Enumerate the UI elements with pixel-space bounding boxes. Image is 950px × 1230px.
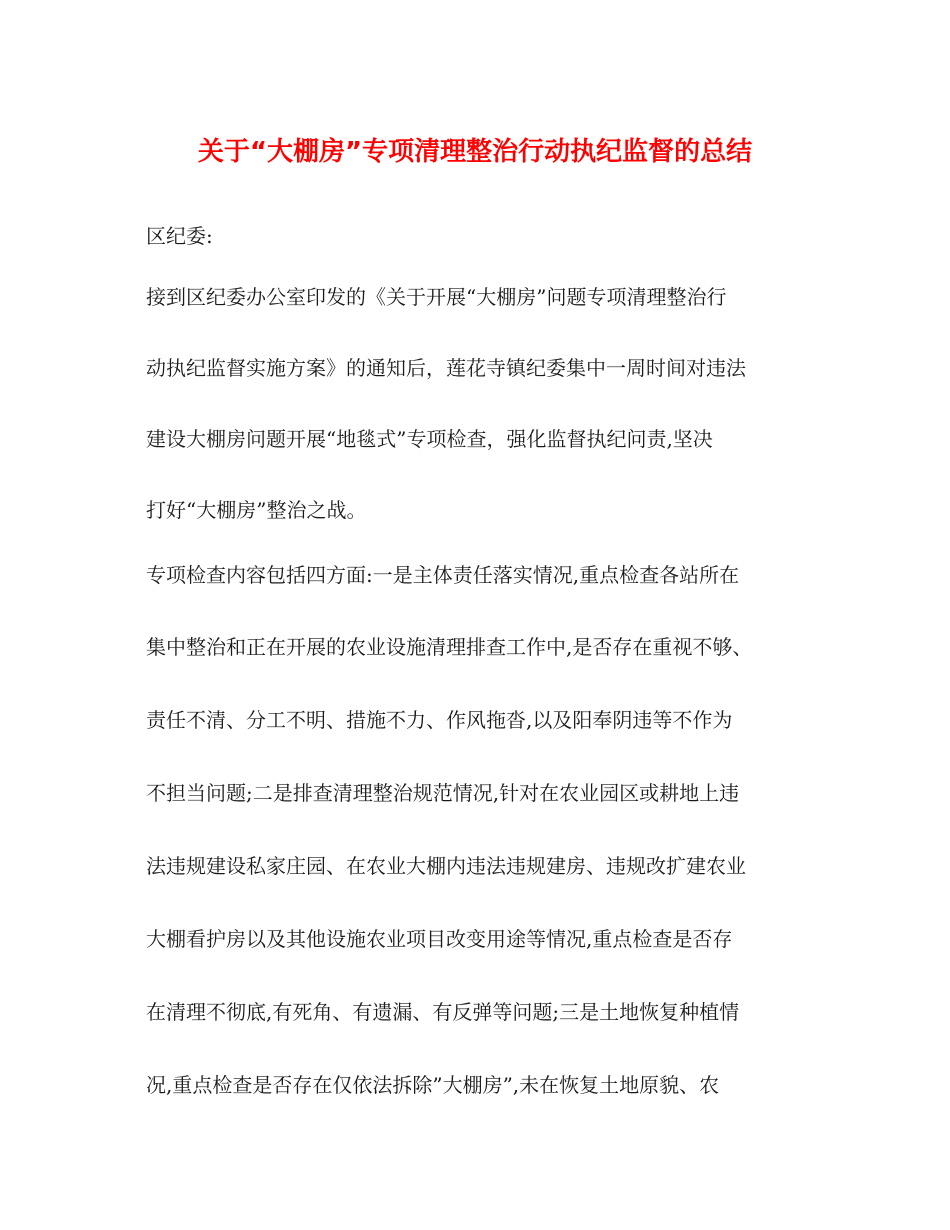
paragraph-1-line-4: 打好“大棚房”整治之战。 (146, 498, 367, 522)
paragraph-2-line-3: 责任不清、分工不明、措施不力、作风拖沓,以及阳奉阴违等不作为 (146, 708, 733, 732)
paragraph-2-line-1: 专项检查内容包括四方面:一是主体责任落实情况,重点检查各站所在 (146, 563, 740, 587)
paragraph-1-line-1: 接到区纪委办公室印发的《关于开展“大棚房”问题专项清理整治行 (146, 285, 727, 309)
paragraph-2-line-5: 法违规建设私家庄园、在农业大棚内违法违规建房、违规改扩建农业 (146, 854, 746, 878)
salutation: 区纪委: (146, 224, 213, 248)
paragraph-1-line-3: 建设大棚房问题开展“地毯式”专项检查，强化监督执纪问责,坚决 (146, 427, 713, 451)
paragraph-2-line-7: 在清理不彻底,有死角、有遗漏、有反弹等问题;三是土地恢复种植情 (146, 1000, 740, 1024)
paragraph-2-line-8: 况,重点检查是否存在仅依法拆除”大棚房”,未在恢复土地原貌、农 (146, 1073, 720, 1097)
paragraph-2-line-6: 大棚看护房以及其他设施农业项目改变用途等情况,重点检查是否存 (146, 927, 733, 951)
document-title: 关于“大棚房”专项清理整治行动执纪监督的总结 (197, 137, 753, 167)
paragraph-1-line-2: 动执纪监督实施方案》的通知后，莲花寺镇纪委集中一周时间对违法 (146, 356, 746, 380)
paragraph-2-line-2: 集中整治和正在开展的农业设施清理排查工作中,是否存在重视不够、 (146, 635, 753, 659)
paragraph-2-line-4: 不担当问题;二是排查清理整治规范情况,针对在农业园区或耕地上违 (146, 781, 740, 805)
